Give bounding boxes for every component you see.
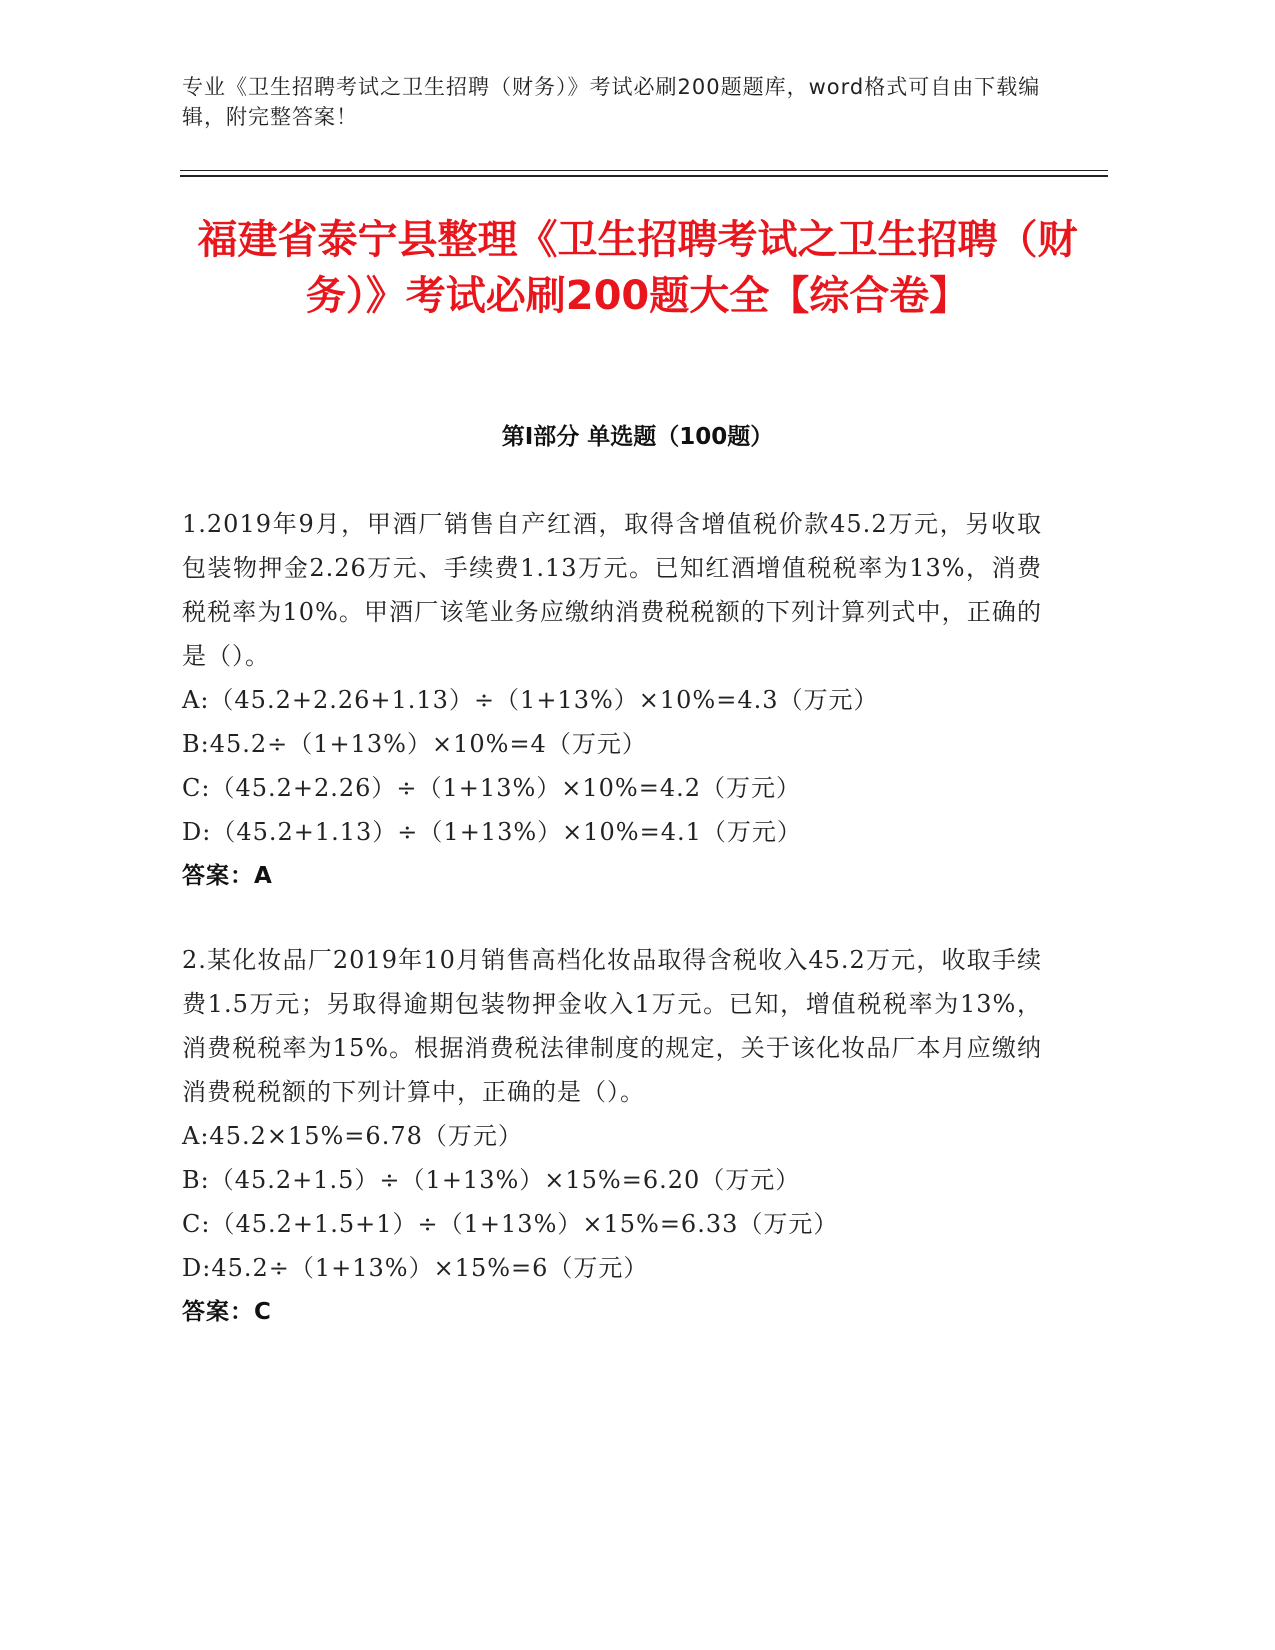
question-2 (182, 938, 1042, 1334)
option-b: B:45.2÷（1+13%）×10%=4（万元） (182, 730, 647, 758)
header-rule-bottom (180, 175, 1108, 177)
question-stem: 2.某化妆品厂2019年10月销售高档化妆品取得含税收入45.2万元，收取手续费1.5万元；另取得逾期包装物押金收入1万元。已知，增值税税率为13%，消费税税率为15%。根据消费税法律制度的规定，关于该化妆品厂本月应缴纳消费税税额的下列计算中，正确的是（）。 (182, 946, 1042, 1106)
option-a: A:45.2×15%=6.78（万元） (182, 1122, 523, 1150)
option-c: C:（45.2+2.26）÷（1+13%）×10%=4.2（万元） (182, 774, 801, 802)
header-note: 专业《卫生招聘考试之卫生招聘（财务）》考试必刷200题题库，word格式可自由下载编辑，附完整答案！ (182, 75, 1041, 129)
option-d: D:45.2÷（1+13%）×15%=6（万元） (182, 1254, 649, 1282)
section-title: 第Ⅰ部分 单选题（100题） (501, 424, 774, 450)
option-c: C:（45.2+1.5+1）÷（1+13%）×15%=6.33（万元） (182, 1210, 839, 1238)
answer: 答案：C (182, 1299, 272, 1325)
option-d: D:（45.2+1.13）÷（1+13%）×10%=4.1（万元） (182, 818, 802, 846)
option-b: B:（45.2+1.5）÷（1+13%）×15%=6.20（万元） (182, 1166, 801, 1194)
question-stem: 1.2019年9月，甲酒厂销售自产红酒，取得含增值税价款45.2万元，另收取包装物押金2.26万元、手续费1.13万元。已知红酒增值税税率为13%，消费税税率为10%。甲酒厂该笔业务应缴纳消费税税额的下列计算列式中，正确的是（）。 (182, 510, 1042, 670)
document-title: 福建省泰宁县整理《卫生招聘考试之卫生招聘（财务）》考试必刷200题大全【综合卷】 (197, 217, 1078, 319)
answer: 答案：A (182, 863, 273, 889)
header-rule-top (180, 170, 1108, 171)
question-1 (182, 502, 1042, 898)
option-a: A:（45.2+2.26+1.13）÷（1+13%）×10%=4.3（万元） (182, 686, 879, 714)
